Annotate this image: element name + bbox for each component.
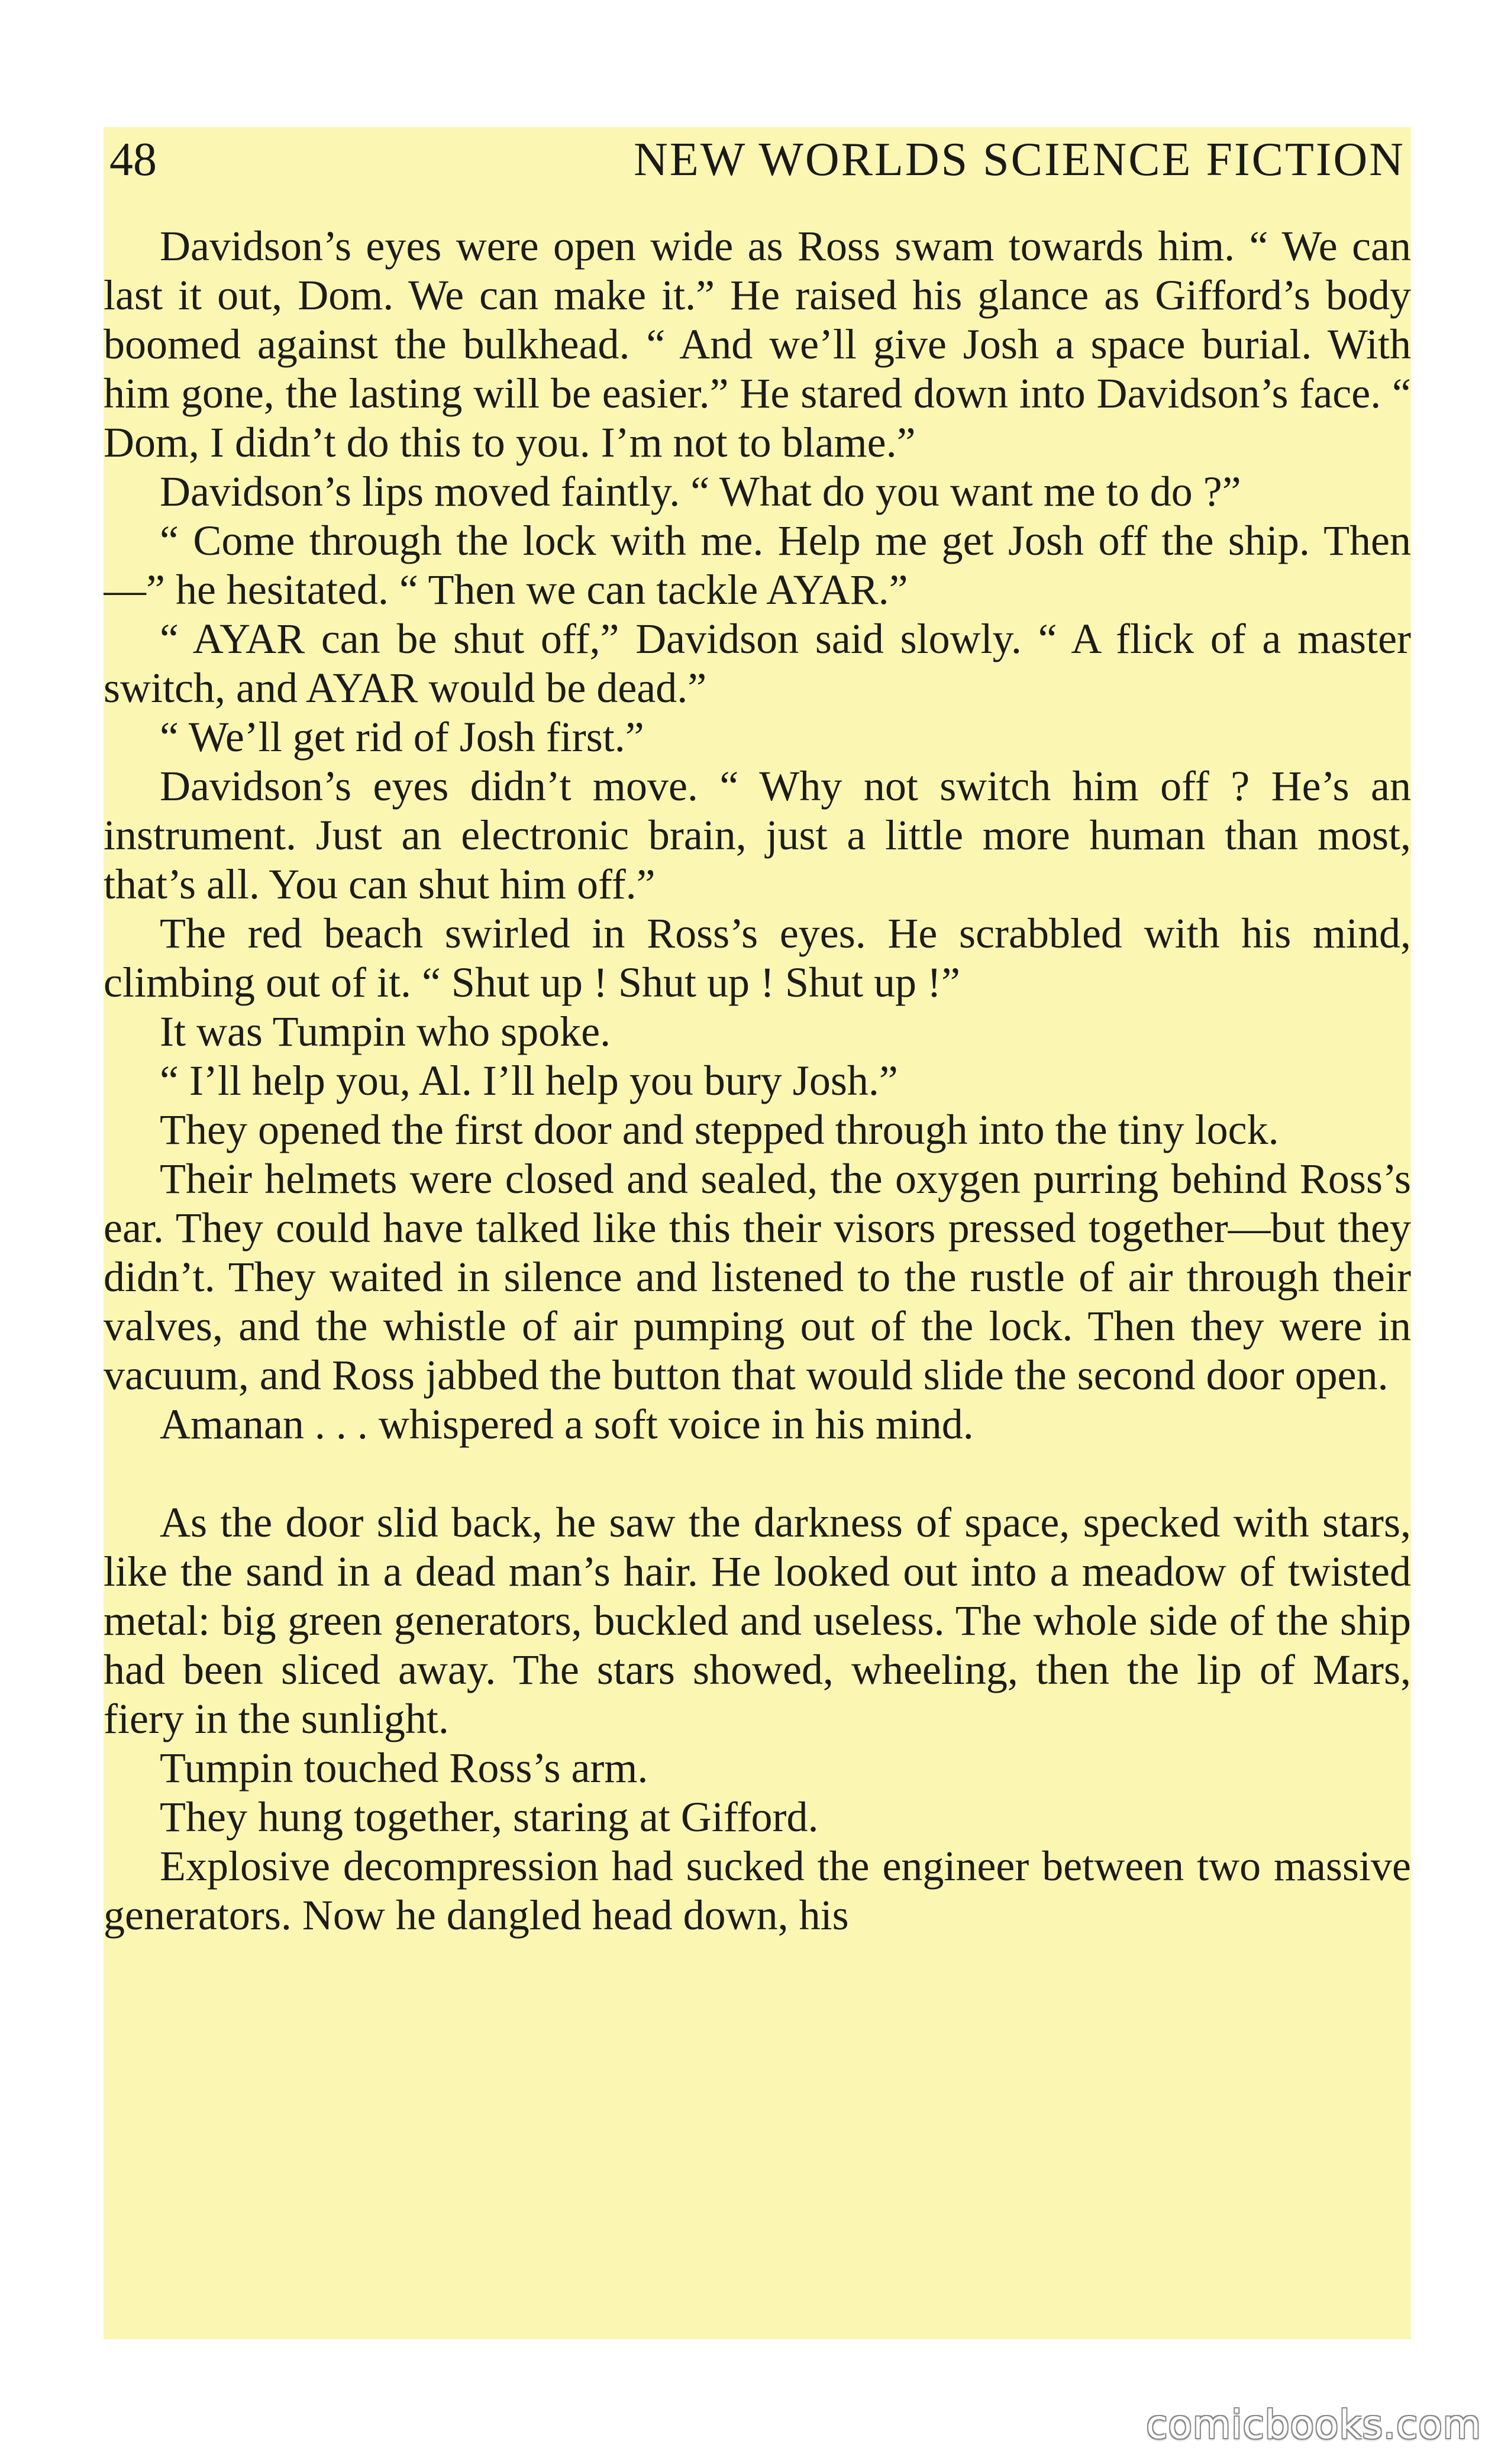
paragraph: Davidson’s lips moved faintly. “ What do you want me to do ?” [160,468,1241,515]
paragraph: Explosive decompression had sucked the engineer between two massive generators. Now he dangled head down, his [104,1842,1411,1939]
paragraph: “ I’ll help you, Al. I’ll help you bury Josh.” [160,1057,898,1104]
paragraph: They hung together, staring at Gifford. [160,1793,819,1841]
paragraph: It was Tumpin who spoke. [160,1008,611,1055]
running-head: NEW WORLDS SCIENCE FICTION [634,134,1405,186]
paragraph: Their helmets were closed and sealed, the oxygen purring behind Ross’s ear. They could have talked like this their visors pressed together—but they didn’t. They waited in silence and listened to the rustle of air through their valves, and the whistle of air pumping out of the lock. Then they were in vacuum, and Ross jabbed the button that would slide the second door open. [104,1155,1411,1399]
paragraph: Amanan . . . whispered a soft voice in his mind. [160,1401,974,1448]
book-page [104,127,1411,2339]
paragraph: Tumpin touched Ross’s arm. [160,1744,648,1792]
site-watermark: comicbooks.com [1146,2402,1481,2447]
paragraph: Davidson’s eyes were open wide as Ross swam towards him. “ We can last it out, Dom. We can make it.” He raised his glance as Gifford’s body boomed against the bulkhead. “ And we’ll give Josh a space burial. With him gone, the lasting will be easier.” He stared down into Davidson’s face. “ Dom, I didn’t do this to you. I’m not to blame.” [104,222,1411,466]
page-number: 48 [109,134,157,186]
page-header [104,127,1411,192]
paragraph: “ We’ll get rid of Josh first.” [160,713,644,761]
paragraph: “ AYAR can be shut off,” Davidson said slowly. “ A flick of a master switch, and AYAR would be dead.” [104,615,1411,712]
story-text [104,222,1411,1940]
paragraph: They opened the first door and stepped through into the tiny lock. [160,1106,1279,1153]
paragraph: The red beach swirled in Ross’s eyes. He scrabbled with his mind, climbing out of it. “ Shut up ! Shut up ! Shut up !” [104,910,1411,1006]
paragraph: As the door slid back, he saw the darkness of space, specked with stars, like the sand in a dead man’s hair. He looked out into a meadow of twisted metal: big green generators, buckled and useless. The whole side of the ship had been sliced away. The stars showed, wheeling, then the lip of Mars, fiery in the sunlight. [104,1499,1411,1742]
paragraph: “ Come through the lock with me. Help me get Josh off the ship. Then—” he hesitated. “ Then we can tackle AYAR.” [104,517,1411,613]
paragraph: Davidson’s eyes didn’t move. “ Why not switch him off ? He’s an instrument. Just an electronic brain, just a little more human than most, that’s all. You can shut him off.” [104,762,1411,908]
